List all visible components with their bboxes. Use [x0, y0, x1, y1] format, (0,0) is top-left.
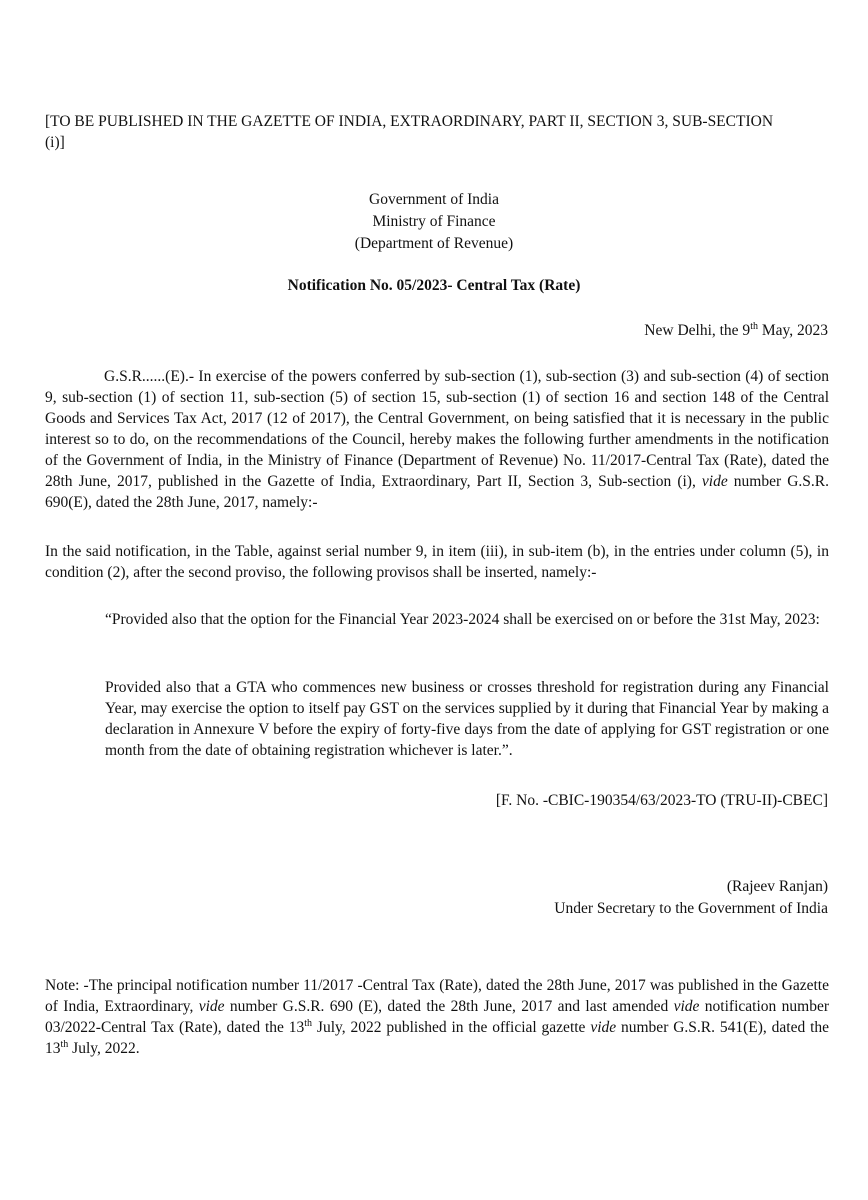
- notification-title: Notification No. 05/2023- Central Tax (Rate): [287, 277, 581, 294]
- date-sup: th: [750, 320, 758, 332]
- note-text-e: number G.S.R. 541(E), dated the 13: [45, 1019, 830, 1057]
- gazette-header: [TO BE PUBLISHED IN THE GAZETTE OF INDIA, EXTRAORDINARY, PART II, SECTION 3, SUB-SECTION (i)]: [45, 113, 774, 151]
- note-text-f: July, 2022.: [68, 1040, 140, 1057]
- signatory-name: (Rajeev Ranjan): [726, 878, 828, 895]
- signature-block: [554, 876, 828, 920]
- note-text-d: July, 2022 published in the official gazette: [312, 1019, 591, 1036]
- proviso-2: Provided also that a GTA who commences new business or crosses threshold for registration during any Financial Year, may exercise the option to itself pay GST on the services supplied by it during that Financial Year by making a declaration in Annexure V before the expiry of forty-five days from the date of applying for GST registration or one month from the date of obtaining registration whichever is later.”.: [105, 679, 829, 759]
- date-prefix: New Delhi, the 9: [644, 322, 751, 339]
- file-number: [F. No. -CBIC-190354/63/2023-TO (TRU-II)-CBEC]: [495, 792, 828, 809]
- vide-text: vide: [701, 473, 728, 490]
- government-line: Government of India: [369, 191, 499, 208]
- department-line: (Department of Revenue): [354, 235, 514, 252]
- note-text-a: Note: -The principal notification number 11/2017 -Central Tax (Rate), dated the 28th June, 2017 was published in the Gazette of India, Extraordinary,: [45, 977, 829, 1015]
- note-vide-3: vide: [590, 1019, 617, 1036]
- note-vide-1: vide: [198, 998, 225, 1015]
- signatory-designation: Under Secretary to the Government of India: [554, 900, 828, 917]
- date-line: [644, 320, 828, 341]
- note-sup-2: th: [60, 1038, 69, 1050]
- issuer-block: [0, 189, 868, 255]
- note-paragraph: [45, 975, 829, 1059]
- gsr-text-b: number G.S.R. 690(E), dated the 28th June, 2017, namely:-: [45, 473, 829, 511]
- gsr-text-a: G.S.R......(E).- In exercise of the powers conferred by sub-section (1), sub-section (3) and sub-section (4) of section 9, sub-section (1) of section 11, sub-section (5) of section 15, sub-section (1) of section 16 and section 148 of the Central Goods and Services Tax Act, 2017 (12 of 2017), the Central Government, on being satisfied that it is necessary in the public interest so to do, on the recommendations of the Council, hereby makes the following further amendments in the notification of the Government of India, in the Ministry of Finance (Department of Revenue) No. 11/2017-Central Tax (Rate), dated the 28th June, 2017, published in the Gazette of India, Extraordinary, Part II, Section 3, Sub-section (i),: [45, 368, 829, 490]
- date-suffix: May, 2023: [757, 322, 828, 339]
- note-text-b: number G.S.R. 690 (E), dated the 28th June, 2017 and last amended: [224, 998, 674, 1015]
- note-sup-1: th: [304, 1017, 313, 1029]
- note-text-c: notification number 03/2022-Central Tax (Rate), dated the 13: [45, 998, 829, 1036]
- amendment-paragraph: In the said notification, in the Table, against serial number 9, in item (iii), in sub-item (b), in the entries under column (5), in condition (2), after the second proviso, the following provisos shall be inserted, namely:-: [45, 543, 829, 581]
- proviso-1: “Provided also that the option for the Financial Year 2023-2024 shall be exercised on or before the 31st May, 2023:: [105, 611, 820, 628]
- gsr-paragraph: [45, 366, 829, 513]
- ministry-line: Ministry of Finance: [372, 213, 496, 230]
- note-vide-2: vide: [673, 998, 700, 1015]
